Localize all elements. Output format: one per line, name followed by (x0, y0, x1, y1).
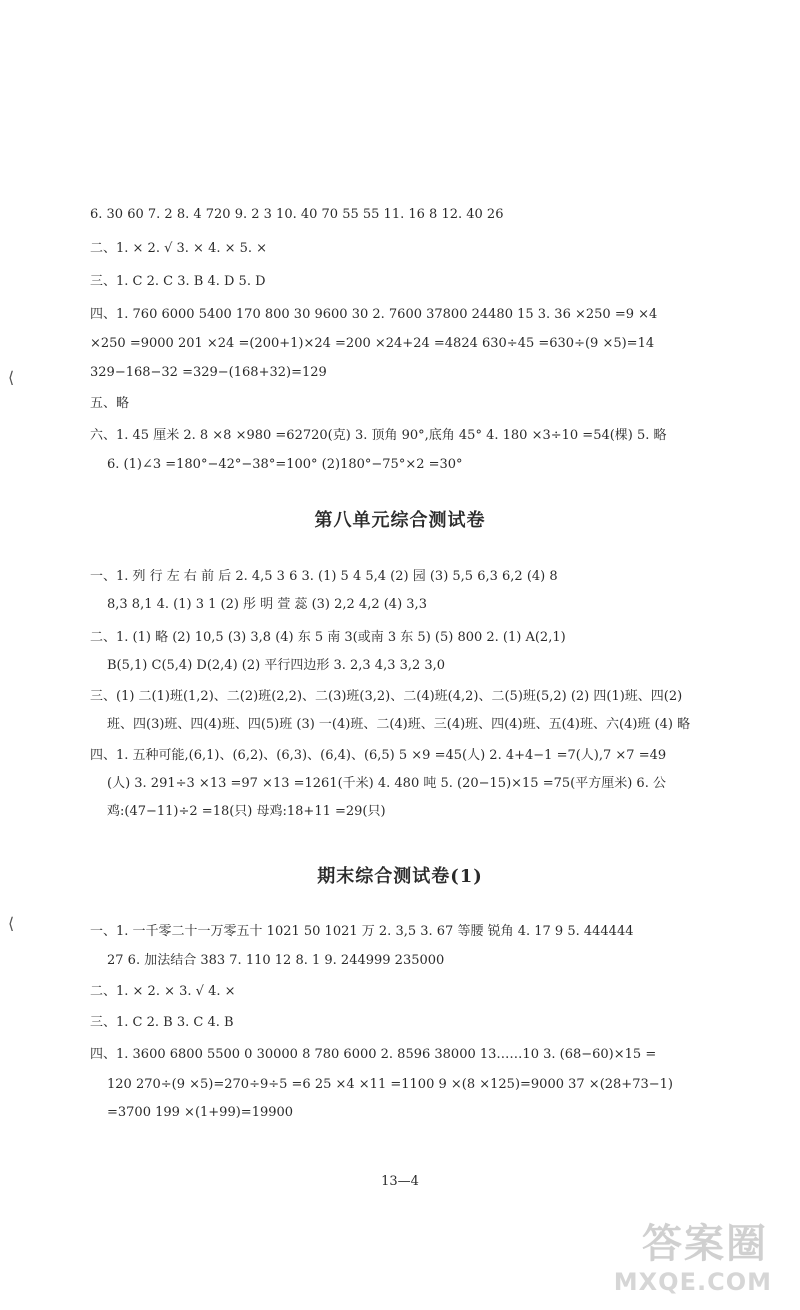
answer-line: 一、1. 列 行 左 右 前 后 2. 4,5 3 6 3. (1) 5 4 5,4 (2) 园 (3) 5,5 6,3 6,2 (4) 8 (90, 569, 558, 584)
scan-mark-icon: ⟨ (8, 914, 15, 933)
scan-mark-icon: ⟨ (8, 368, 15, 387)
answer-line: 五、略 (90, 396, 130, 411)
answer-line: 三、1. C 2. B 3. C 4. B (90, 1015, 234, 1030)
watermark-en: MXQE.COM (613, 1268, 772, 1296)
answer-line: (人) 3. 291÷3 ×13 =97 ×13 =1261(千米) 4. 480 吨 5. (20−15)×15 =75(平方厘米) 6. 公 (107, 776, 666, 791)
watermark-logo (582, 1212, 772, 1298)
page-number: 13—4 (381, 1174, 419, 1189)
section-title: 期末综合测试卷(1) (317, 866, 483, 887)
answer-line: 一、1. 一千零二十一万零五十 1021 50 1021 万 2. 3,5 3. 67 等腰 锐角 4. 17 9 5. 444444 (90, 924, 634, 939)
answer-line: 三、1. C 2. C 3. B 4. D 5. D (90, 274, 266, 289)
answer-line: 6. (1)∠3 =180°−42°−38°=100° (2)180°−75°×2 =30° (107, 457, 463, 472)
answer-line: B(5,1) C(5,4) D(2,4) (2) 平行四边形 3. 2,3 4,3 3,2 3,0 (107, 658, 446, 673)
answer-line: 二、1. (1) 略 (2) 10,5 (3) 3,8 (4) 东 5 南 3(或南 3 东 5) (5) 800 2. (1) A(2,1) (90, 630, 566, 645)
answer-line: 班、四(3)班、四(4)班、四(5)班 (3) 一(4)班、二(4)班、三(4)班、四(4)班、五(4)班、六(4)班 (4) 略 (107, 717, 691, 732)
answer-line: =3700 199 ×(1+99)=19900 (107, 1105, 294, 1120)
answer-line: 四、1. 3600 6800 5500 0 30000 8 780 6000 2. 8596 38000 13……10 3. (68−60)×15 = (90, 1047, 657, 1062)
answer-line: 四、1. 五种可能,(6,1)、(6,2)、(6,3)、(6,4)、(6,5) 5 ×9 =45(人) 2. 4+4−1 =7(人),7 ×7 =49 (90, 748, 667, 763)
answer-line: ×250 =9000 201 ×24 =(200+1)×24 =200 ×24+24 =4824 630÷45 =630÷(9 ×5)=14 (90, 336, 655, 351)
watermark-cn: 答案圈 (642, 1221, 768, 1267)
answer-line: 二、1. × 2. √ 3. × 4. × 5. × (90, 241, 268, 256)
answer-line: 四、1. 760 6000 5400 170 800 30 9600 30 2. 7600 37800 24480 15 3. 36 ×250 =9 ×4 (90, 307, 658, 322)
answer-line: 鸡:(47−11)÷2 =18(只) 母鸡:18+11 =29(只) (107, 804, 386, 819)
answer-line: 8,3 8,1 4. (1) 3 1 (2) 彤 明 萱 蕊 (3) 2,2 4,2 (4) 3,3 (107, 597, 427, 612)
answer-line: 120 270÷(9 ×5)=270÷9÷5 =6 25 ×4 ×11 =1100 9 ×(8 ×125)=9000 37 ×(28+73−1) (107, 1077, 673, 1092)
answer-line: 二、1. × 2. × 3. √ 4. × (90, 984, 236, 999)
answer-line: 6. 30 60 7. 2 8. 4 720 9. 2 3 10. 40 70 55 55 11. 16 8 12. 40 26 (90, 207, 504, 222)
answer-line: 三、(1) 二(1)班(1,2)、二(2)班(2,2)、二(3)班(3,2)、二(4)班(4,2)、二(5)班(5,2) (2) 四(1)班、四(2) (90, 689, 683, 704)
answer-line: 27 6. 加法结合 383 7. 110 12 8. 1 9. 244999 235000 (107, 953, 445, 968)
section-title: 第八单元综合测试卷 (314, 510, 486, 531)
answer-line: 六、1. 45 厘米 2. 8 ×8 ×980 =62720(克) 3. 顶角 90°,底角 45° 4. 180 ×3÷10 =54(棵) 5. 略 (90, 428, 667, 443)
answer-line: 329−168−32 =329−(168+32)=129 (90, 365, 327, 380)
